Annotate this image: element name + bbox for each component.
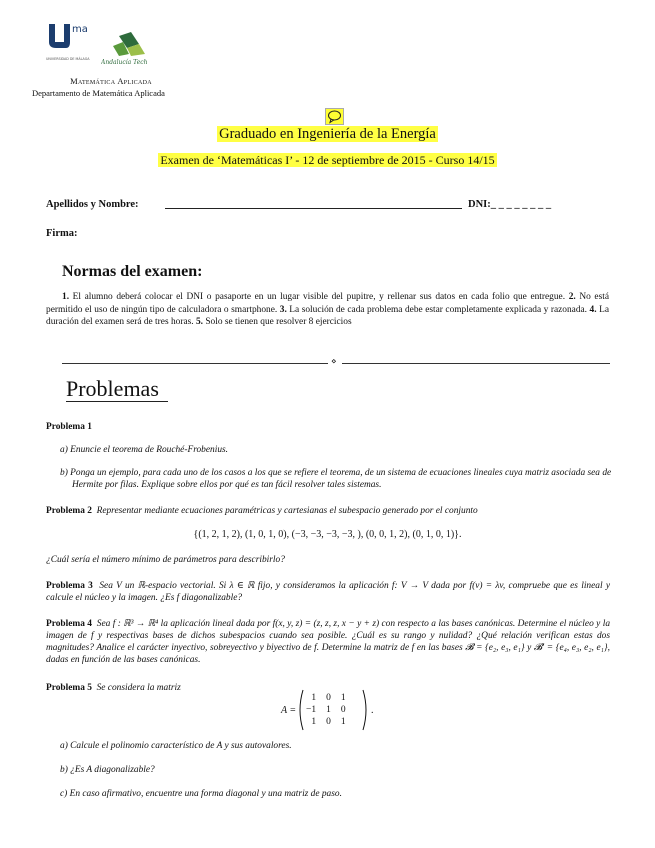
matrix-cell: −1 [306,705,317,715]
apellidos-field-line [165,208,462,209]
normas-num-5: 5. [195,317,203,327]
section-title-underline [66,401,168,402]
problem-2-label: Problema 2 [46,506,92,516]
firma-label: Firma: [46,228,78,239]
dni-label: DNI:_ _ _ _ _ _ _ _ [468,199,552,210]
dept-line-1: Matemática Aplicada [70,76,152,86]
problem-3-text: Sea V un ℝ-espacio vectorial. Si λ ∈ ℝ fijo, y consideramos la aplicación f: V → V dada por f(v) = λv, compruebe que es lineal y calcule el núcleo y la imagen. ¿Es f diagonalizable? [46,581,610,603]
exam-subtitle [0,153,655,168]
uma-logo-sub: UNIVERSIDAD DE MÁLAGA [46,57,90,61]
problem-4-label: Problema 4 [46,619,92,629]
separator-left [62,363,328,364]
dept-line-2: Departamento de Matemática Aplicada [32,88,165,98]
uma-logo-text: ma [72,24,88,35]
problem-5c: c) En caso afirmativo, encuentre una forma diagonal y una matriz de paso. [60,789,342,799]
matrix-period: . [371,705,374,716]
normas-rule-5: Solo se tienen que resolver 8 ejercicios [202,317,352,327]
normas-rule-1: El alumno deberá colocar el DNI o pasaporte en un lugar visible del pupitre, y rellenar sus datos en cada folio que entregue. [69,292,569,302]
comment-note-icon[interactable] [325,108,344,125]
normas-heading: Normas del examen: [62,263,203,280]
normas-num-3: 3. [279,304,287,315]
problem-5-text: Se considera la matriz [96,683,181,693]
problem-2-question: ¿Cuál sería el número mínimo de parámetros para describirlo? [46,555,285,565]
problem-1-label: Problema 1 [46,422,92,432]
matrix-cell: 1 [340,717,346,727]
problem-2-text: Representar mediante ecuaciones paramétricas y cartesianas el subespacio generado por el conjunto [96,506,478,516]
matrix-cell: 0 [326,717,331,727]
matrix-a [301,692,351,728]
problem-5b: b) ¿Es A diagonalizable? [60,765,155,775]
problem-5a: a) Calcule el polinomio característico de A y sus autovalores. [60,741,292,751]
normas-rule-4: La duración del examen será de tres horas. [46,304,609,327]
matrix-cell: 0 [326,693,331,703]
problem-3-label: Problema 3 [46,581,93,591]
andalucia-tech-text: Andalucía Tech [101,59,148,66]
problem-5 [46,682,181,694]
problem-1b: b) Ponga un ejemplo, para cada uno de los casos a los que se refiere el teorema, de un sistema de ecuaciones lineales cuya matriz asociada sea de Hermite por filas. Explique sobre ellos por qué es tan fácil resolver tales sistemas. [60,468,612,490]
problem-2 [46,505,610,517]
matrix-name: A = [281,705,297,716]
matrix-cell: 1 [326,705,331,715]
exam-title-text: Graduado en Ingeniería de la Energía [219,126,436,142]
matrix-cell: 1 [340,693,346,703]
normas-paragraph [46,291,609,329]
problem-4-text: Sea f : ℝ³ → ℝ⁴ la aplicación lineal dada por f(x, y, z) = (z, z, z, x − y + z) con respecto a las bases canónicas. Determine el núcleo y la imagen de f y respectivas bases de dichos subespacios cuando sea posible. ¿Cuál es su rango y nulidad? ¿Qué relación verifican estas dos magnitudes? Analice el carácter inyectivo, sobreyectivo y biyectivo de f. Determine la matriz de f en las bases 𝓑 = {e₂, e₃, e₁} y 𝓑′ = {e₄, e₃, e₂, e₁}, dadas en función de las bases canónicas. [46,619,611,665]
section-title: Problemas [66,376,159,401]
matrix-right-paren [362,689,370,731]
matrix-cell: 1 [311,717,317,727]
matrix-cell: 1 [311,693,317,703]
exam-subtitle-text: Examen de ‘Matemáticas I’ - 12 de septiembre de 2015 - Curso 14/15 [160,153,495,167]
separator-right [342,363,610,364]
uma-logo [46,20,101,66]
problem-3 [46,580,610,604]
problem-1a: a) Enuncie el teorema de Rouché-Frobenius. [60,445,228,455]
normas-num-1: 1. [62,292,70,302]
normas-num-2: 2. [568,292,576,302]
normas-num-4: 4. [589,304,597,315]
problem-4 [46,618,610,666]
normas-rule-3: La solución de cada problema debe estar completamente explicada y razonada. [286,304,590,315]
apellidos-label: Apellidos y Nombre: [46,199,139,210]
andalucia-tech-logo [101,30,153,68]
separator-diamond: ⋄ [331,356,337,366]
problem-5-label: Problema 5 [46,683,92,693]
exam-title [0,126,655,143]
normas-rule-2: No está permitido el uso de ningún tipo de calculadora o smartphone. [46,292,609,315]
matrix-cell: 0 [340,705,346,715]
problem-2-set: {(1, 2, 1, 2), (1, 0, 1, 0), (−3, −3, −3, −3, ), (0, 0, 1, 2), (0, 1, 0, 1)}. [193,529,462,540]
